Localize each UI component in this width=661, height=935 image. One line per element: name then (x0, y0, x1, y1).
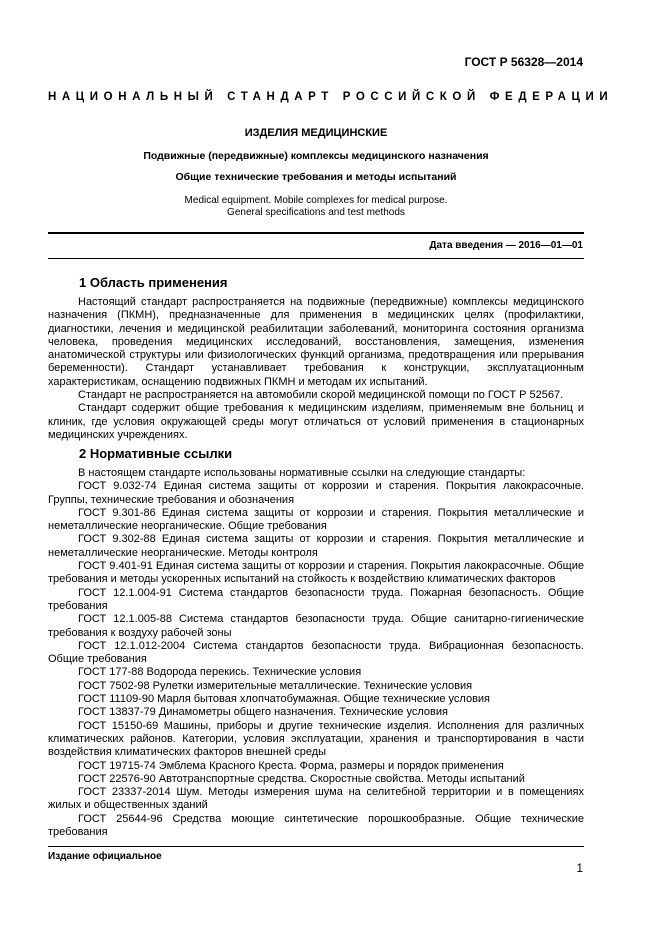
title-divider-thick (48, 232, 584, 234)
title-divider-thin (48, 258, 584, 259)
reference-item: ГОСТ 12.1.005-88 Система стандартов безопасности труда. Общие санитарно-гигиенические требования к воздуху рабочей зоны (48, 613, 584, 639)
section-2-heading: 2 Нормативные ссылки (79, 446, 233, 461)
document-subtitle: Подвижные (передвижные) комплексы медицинского назначения (143, 150, 489, 162)
section-1-body (48, 296, 584, 442)
section-1-heading: 1 Область применения (79, 275, 228, 290)
paragraph: В настоящем стандарте использованы нормативные ссылки на следующие стандарты: (78, 467, 526, 479)
reference-item: ГОСТ 11109-90 Марля бытовая хлопчатобумажная. Общие технические условия (78, 693, 491, 706)
reference-item: ГОСТ 9.302-88 Единая система защиты от коррозии и старения. Покрытия металлические и неметаллические неорганические. Методы контроля (48, 533, 584, 559)
reference-item: ГОСТ 22576-90 Автотранспортные средства. Скоростные свойства. Методы испытаний (78, 772, 525, 785)
reference-item: ГОСТ 9.032-74 Единая система защиты от коррозии и старения. Покрытия лакокрасочные. Группы, технические требования и обозначения (48, 480, 584, 506)
paragraph: Стандарт содержит общие требования к медицинским изделиям, применяемым вне больниц и клиник, где условия окружающей среды могут отличаться от условий применения в стационарных медицинских учреждениях. (48, 402, 584, 441)
reference-item: ГОСТ 9.401-91 Единая система защиты от коррозии и старения. Покрытия лакокрасочные. Общие требования и методы ускоренных испытаний на стойкость к воздействию климатических факторов (48, 560, 584, 586)
section-2-body (48, 467, 584, 839)
reference-item: ГОСТ 25644-96 Средства моющие синтетические порошкообразные. Общие технические требования (48, 812, 584, 839)
introduction-date: Дата введения — 2016—01—01 (429, 240, 583, 251)
english-title-line-2: General specifications and test methods (227, 207, 405, 218)
english-title (48, 195, 584, 219)
document-subtitle-2: Общие технические требования и методы испытаний (175, 171, 457, 183)
reference-item: ГОСТ 177-88 Водорода перекись. Технические условия (78, 666, 362, 679)
page-number: 1 (576, 861, 583, 875)
reference-item: ГОСТ 19715-74 Эмблема Красного Креста. Форма, размеры и порядок применения (78, 759, 504, 772)
reference-item: ГОСТ 12.1.004-91 Система стандартов безопасности труда. Пожарная безопасность. Общие требования (48, 586, 584, 612)
paragraph: Настоящий стандарт распространяется на подвижные (передвижные) комплексы медицинского назначения (ПКМН), предназначенные для применения в медицинских целях (профилактики, диагностики, лечения и медицинской реабилитации заболеваний, мониторинга состояния организма человека, проведения медицинских исследований, восстановления, замещения, изменения анатомической структуры или физиологических функций организма, предотвращения или прерывания беременности). Стандарт устанавливает требования к конструкции, эксплуатационным характеристикам, оснащению подвижных ПКМН и методам их испытаний. (48, 296, 584, 388)
reference-item: ГОСТ 15150-69 Машины, приборы и другие технические изделия. Исполнения для различных климатических районов. Категории, условия эксплуатации, хранения и транспортирования в части воздействия климатических факторов внешней среды (48, 719, 584, 759)
paragraph: Стандарт не распространяется на автомобили скорой медицинской помощи по ГОСТ Р 52567. (78, 389, 564, 402)
official-edition-label: Издание официальное (48, 851, 162, 862)
reference-item: ГОСТ 13837-79 Динамометры общего назначения. Технические условия (78, 706, 448, 719)
document-title: ИЗДЕЛИЯ МЕДИЦИНСКИЕ (244, 127, 388, 139)
national-standard-banner: НАЦИОНАЛЬНЫЙ СТАНДАРТ РОССИЙСКОЙ ФЕДЕРАЦИИ (48, 91, 614, 103)
reference-item: ГОСТ 9.301-86 Единая система защиты от коррозии и старения. Покрытия металлические и неметаллические неорганические. Общие требования (48, 506, 584, 533)
document-code: ГОСТ Р 56328—2014 (464, 55, 583, 69)
footer-divider (48, 846, 584, 847)
english-title-line-1: Medical equipment. Mobile complexes for medical purpose. (184, 195, 448, 206)
reference-item: ГОСТ 23337-2014 Шум. Методы измерения шума на селитебной территории и в помещениях жилых и общественных зданий (48, 786, 584, 812)
reference-item: ГОСТ 7502-98 Рулетки измерительные металлические. Технические условия (78, 679, 473, 692)
reference-item: ГОСТ 12.1.012-2004 Система стандартов безопасности труда. Вибрационная безопасность. Общие требования (48, 639, 584, 666)
